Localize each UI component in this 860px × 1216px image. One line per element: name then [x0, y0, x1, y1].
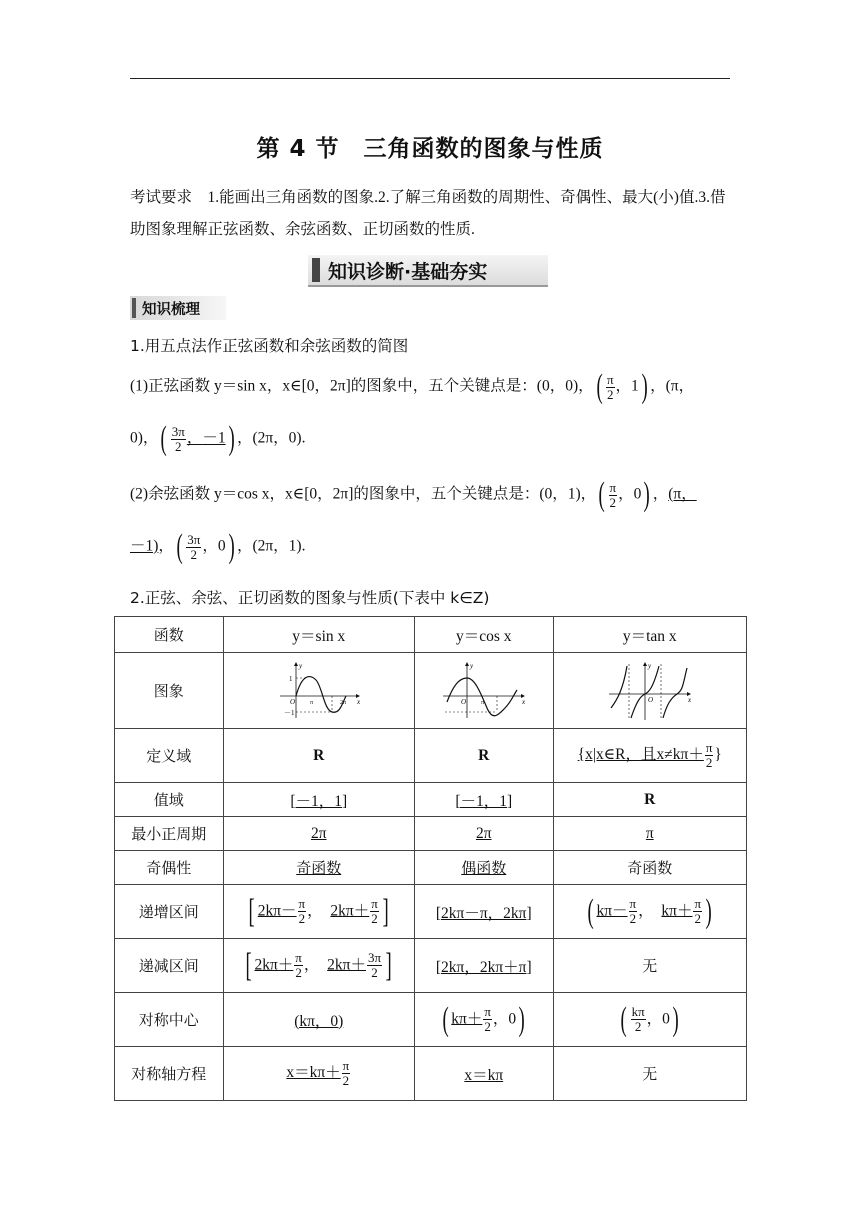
- table-row-domain: [115, 729, 747, 783]
- cosine-graph: [441, 660, 527, 722]
- cosine-points-line-1: (2)余弦函数 y＝cos x，x∈[0，2π]的图象中，五个关键点是：(0，1)，( $\frac{\pi}{2}$ ，0) ，(π，: [130, 476, 697, 513]
- svg-text:π: π: [309, 699, 313, 706]
- sine-points-line-1: (1)正弦函数 y＝sin x，x∈[0，2π]的图象中，五个关键点是：(0，0)，( $\frac{\pi}{2}$ ，1) ，(π，: [130, 368, 695, 405]
- cell-tan: {x|x∈R，且x≠kπ＋ $\frac{\pi}{2}$ }: [553, 729, 746, 783]
- cell-cos: 2π: [414, 817, 553, 851]
- table-row-center: [115, 993, 747, 1047]
- banner-text: 知识诊断·基础夯实: [328, 260, 488, 283]
- table-row-header: [115, 617, 747, 653]
- cell-cos: x＝kπ: [414, 1047, 553, 1101]
- table-row-increasing: [115, 885, 747, 939]
- cell-sin: y＝sin x: [223, 617, 414, 653]
- svg-text:y: y: [469, 661, 473, 670]
- svg-text:y: y: [298, 661, 302, 670]
- banner-bar: [312, 258, 320, 282]
- tangent-graph: [607, 660, 693, 722]
- cosine-points-text: (2)余弦函数 y＝cos x，x∈[0，2π]的图象中，五个关键点是：(0，1)，: [130, 485, 597, 503]
- cell-sin-graph: [223, 653, 414, 729]
- header-rule: [130, 78, 730, 79]
- cell-sin: (kπ，0): [223, 993, 414, 1047]
- cell-tan: y＝tan x: [553, 617, 746, 653]
- cell-tan: π: [553, 817, 746, 851]
- svg-text:π: π: [480, 699, 484, 706]
- fraction: $\frac{\pi}{2}$: [609, 479, 617, 510]
- cell-tan: 无: [553, 939, 746, 993]
- sine-points-text: (1)正弦函数 y＝sin x，x∈[0，2π]的图象中，五个关键点是：(0，0)，: [130, 377, 594, 395]
- svg-text:x: x: [521, 697, 525, 706]
- svg-text:x: x: [356, 697, 360, 706]
- cell-tan: 奇函数: [553, 851, 746, 885]
- cell-cos-graph: [414, 653, 553, 729]
- svg-text:O: O: [289, 697, 295, 706]
- cosine-points-line-2: －1)，( $\frac{3\pi}{2}$ ，0) ，(2π，1).: [130, 528, 306, 565]
- page-title: 第 4 节 三角函数的图象与性质: [256, 136, 604, 162]
- cell-label: 定义域: [115, 729, 224, 783]
- svg-text:1: 1: [288, 674, 293, 683]
- cell-label: 递减区间: [115, 939, 224, 993]
- cell-sin: 2π: [223, 817, 414, 851]
- table-row-parity: [115, 851, 747, 885]
- subheading-bar: [132, 298, 136, 318]
- fraction: $\frac{3\pi}{2}$: [171, 423, 185, 454]
- cell-cos: ( kπ＋ $\frac{\pi}{2}$ ，0): [414, 993, 553, 1047]
- section-2-heading: 2.正弦、余弦、正切函数的图象与性质(下表中 k∈Z): [130, 589, 490, 607]
- cell-label: 对称中心: [115, 993, 224, 1047]
- svg-text:O: O: [460, 697, 466, 706]
- subheading-text: 知识梳理: [142, 301, 200, 318]
- table-row-axis: [115, 1047, 747, 1101]
- table-row-period: [115, 817, 747, 851]
- cell-cos: [－1，1]: [414, 783, 553, 817]
- cell-tan: ( kπ－ $\frac{\pi}{2}$ ， kπ＋ $\frac{\pi}{2}$ ): [553, 885, 746, 939]
- fraction: $\frac{3\pi}{2}$: [187, 531, 201, 562]
- cell-sin: [ 2kπ－ $\frac{\pi}{2}$ ， 2kπ＋ $\frac{\pi}{2}$ ]: [223, 885, 414, 939]
- svg-text:2π: 2π: [339, 699, 346, 706]
- section-1-heading: 1.用五点法作正弦函数和余弦函数的简图: [130, 337, 409, 355]
- table-row-decreasing: [115, 939, 747, 993]
- trig-properties-table: [114, 616, 747, 1101]
- cell-tan: 无: [553, 1047, 746, 1101]
- cell-label: 值域: [115, 783, 224, 817]
- cell-sin: x＝kπ＋ $\frac{\pi}{2}$: [223, 1047, 414, 1101]
- cell-sin: 奇函数: [223, 851, 414, 885]
- cell-tan: R: [553, 783, 746, 817]
- svg-text:O: O: [647, 695, 653, 704]
- exam-requirements: 考试要求 1.能画出三角函数的图象.2.了解三角函数的周期性、奇偶性、最大(小)值.3.借助图象理解正弦函数、余弦函数、正切函数的性质.: [130, 189, 726, 238]
- sine-points-line-2: 0)，( $\frac{3\pi}{2}$ ，－1) ，(2π，0).: [130, 420, 306, 457]
- sine-graph: [276, 660, 362, 722]
- table-row-graph: [115, 653, 747, 729]
- cell-label: 最小正周期: [115, 817, 224, 851]
- section-banner: [308, 255, 548, 287]
- svg-text:－1: －1: [283, 708, 295, 717]
- cell-cos: 偶函数: [414, 851, 553, 885]
- svg-text:x: x: [687, 695, 691, 704]
- table-row-range: [115, 783, 747, 817]
- cell-cos: [2kπ－π，2kπ]: [414, 885, 553, 939]
- cell-label: 递增区间: [115, 885, 224, 939]
- fraction: $\frac{\pi}{2}$: [606, 371, 614, 402]
- cell-sin: [ 2kπ＋ $\frac{\pi}{2}$ ， 2kπ＋ $\frac{3\pi}{2}$ ]: [223, 939, 414, 993]
- cell-cos: R: [414, 729, 553, 783]
- cell-cos: [2kπ，2kπ＋π]: [414, 939, 553, 993]
- cell-sin: R: [223, 729, 414, 783]
- cell-tan-graph: [553, 653, 746, 729]
- cell-label: 函数: [115, 617, 224, 653]
- svg-text:y: y: [647, 661, 651, 670]
- subheading: [130, 296, 226, 320]
- cell-label: 奇偶性: [115, 851, 224, 885]
- cell-label: 对称轴方程: [115, 1047, 224, 1101]
- cell-cos: y＝cos x: [414, 617, 553, 653]
- cell-tan: ( $\frac{k\pi}{2}$ ，0): [553, 993, 746, 1047]
- cell-label: 图象: [115, 653, 224, 729]
- cell-sin: [－1，1]: [223, 783, 414, 817]
